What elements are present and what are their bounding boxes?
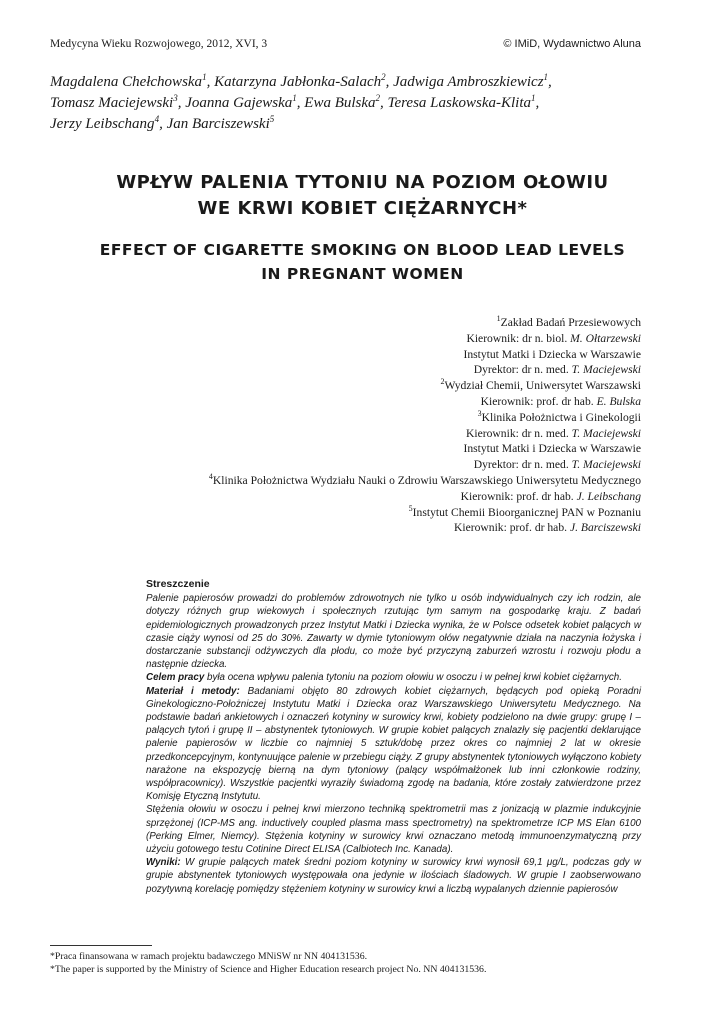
affiliation-person: T. Maciejewski — [571, 363, 641, 377]
author-affiliation-marker: 4 — [154, 114, 160, 124]
title-english-line: EFFECT OF CIGARETTE SMOKING ON BLOOD LEAD LEVELS — [99, 241, 626, 259]
author-separator: , — [206, 74, 215, 90]
affiliation-line — [81, 441, 641, 457]
affiliation-text: Kierownik: dr n. biol. — [466, 331, 571, 345]
author-affiliation-marker: 1 — [543, 72, 549, 82]
methods-label: Materiał i metody: — [146, 685, 240, 697]
author-affiliation-marker: 3 — [173, 93, 178, 103]
author-name: Jerzy Leibschang — [50, 116, 155, 132]
author-name: Jan Barciszewski — [166, 116, 270, 132]
affiliation-line — [81, 520, 641, 536]
author-separator: , — [548, 74, 552, 90]
affiliation-marker: 3 — [477, 408, 482, 418]
affiliation-text: Instytut Chemii Bioorganicznej PAN w Poznaniu — [412, 505, 641, 519]
abstract-heading: Streszczenie — [146, 578, 210, 590]
footnotes — [50, 951, 650, 976]
affiliation-person: E. Bulska — [596, 394, 641, 408]
affiliation-text: Klinika Położnictwa i Ginekologii — [481, 410, 641, 424]
results-label: Wyniki: — [146, 857, 181, 869]
abstract — [146, 578, 641, 896]
author-separator: , — [177, 95, 186, 111]
author-name: Jadwiga Ambroszkiewicz — [393, 74, 544, 90]
affiliation-line — [81, 394, 641, 410]
affiliation-line — [81, 457, 641, 473]
author-name: Teresa Laskowska-Klita — [387, 95, 532, 111]
affiliation-marker: 5 — [408, 503, 413, 513]
affiliation-marker: 2 — [440, 377, 445, 387]
affiliation-text: Kierownik: prof. dr hab. — [460, 489, 577, 503]
author-affiliation-marker: 1 — [531, 93, 536, 103]
journal-citation: Medycyna Wieku Rozwojowego, 2012, XVI, 3 — [50, 38, 268, 50]
affiliation-person: M. Ołtarzewski — [570, 331, 641, 345]
author-separator: , — [159, 116, 167, 132]
affiliation-text: Instytut Matki i Dziecka w Warszawie — [463, 347, 641, 361]
abstract-results — [146, 856, 641, 896]
affiliation-text: Kierownik: prof. dr hab. — [480, 394, 597, 408]
affiliation-text: Instytut Matki i Dziecka w Warszawie — [463, 442, 641, 456]
affiliation-line — [81, 426, 641, 442]
affiliation-text: Wydział Chemii, Uniwersytet Warszawski — [444, 379, 641, 393]
affiliation-line — [81, 315, 641, 331]
author-separator: , — [385, 74, 394, 90]
abstract-intro: Palenie papierosów prowadzi do problemów zdrowotnych nie tylko u osób indywidualnych czy ich rodzin, ale dotyczy różnych grup wiekowych i społecznych rzutując tym samym na gospodarkę kraju. Z badań epidemiologicznych prowadzonych przez Instytut Matki i Dziecka wynika, że w Polsce odsetek kobiet palących w czasie ciąży wynosi od 25 do 30%. Zawarty w dymie tytoniowym ołów negatywnie działa na naczynia łożyska i dostarczanie substancji odżywczych dla płodu, co może być przyczyną zaburzeń wzrostu i rozwoju płodu a następnie dziecka. — [146, 593, 641, 671]
title-english-line: IN PREGNANT WOMEN — [261, 265, 464, 283]
affiliation-person: T. Maciejewski — [571, 458, 641, 472]
affiliation-line — [81, 347, 641, 363]
affiliation-line — [81, 473, 641, 489]
methods-text: Badaniami objęto 80 zdrowych kobiet ciężarnych, będących pod opieką Poradni Ginekologiczno-Położniczej Instytutu Matki i Dziecka oraz Warszawskiego Uniwersytetu Medycznego. Na podstawie badań ankietowych i oznaczeń kotyniny w surowicy krwi, kobiety podzielono na dwie grupy: grupę I – palących tytoń i grupę II – abstynentek tytoniowych. W grupie kobiet palących znalazły się pacjentki deklarujące palenie papierosów w liczbie co najmniej 5 sztuk/dobę przez okres co najmniej 2 lat w okresie przedkoncepcyjnym, kontynuujące palenie w przebiegu ciąży. Z grupy abstynentek tytoniowych wyłączono kobiety narażone na ekspozycję bierną na dym tytoniowy (palący współmałżonek lub inni członkowie rodziny, współpracownicy). Wszystkie pacjentki wyraziły świadomą zgodę na badania, które zostały zatwierdzone przez Komisję Etyczną Instytutu. — [146, 685, 641, 803]
affiliation-text: Zakład Badań Przesiewowych — [500, 316, 641, 329]
affiliation-line — [81, 505, 641, 521]
affiliation-person: T. Maciejewski — [571, 426, 641, 440]
author-name: Magdalena Chełchowska — [50, 74, 203, 90]
author-affiliation-marker: 2 — [375, 93, 381, 103]
footnote-divider — [50, 945, 152, 946]
abstract-methods — [146, 685, 641, 804]
title-english — [0, 238, 725, 286]
abstract-methods-2: Stężenia ołowiu w osoczu i pełnej krwi mierzono techniką spektrometrii mas z jonizacją w plazmie indukcyjnie sprzężonej (ICP-MS ang. inductively coupled plasma mass spectrometry) na spektrometrze ICP MS Elan 6100 (Perking Elmer, Niemcy). Stężenia kotyniny w surowicy krwi oznaczano metodą immunoenzymatyczną przy użyciu gotowego testu Cotinine Direct ELISA (Calbiotech Inc. Kanada). — [146, 804, 641, 856]
author-name: Ewa Bulska — [304, 95, 376, 111]
author-affiliation-marker: 1 — [202, 72, 207, 82]
author-list — [50, 72, 650, 135]
affiliation-line — [81, 378, 641, 394]
copyright-notice: © IMiD, Wydawnictwo Aluna — [503, 38, 641, 50]
affiliation-person: J. Barciszewski — [569, 521, 641, 535]
abstract-aim — [146, 671, 641, 684]
author-name: Katarzyna Jabłonka-Salach — [214, 74, 382, 90]
affiliation-marker: 4 — [208, 472, 213, 482]
affiliation-text: Kierownik: dr n. med. — [466, 426, 572, 440]
author-separator: , — [535, 95, 540, 111]
author-separator: , — [380, 95, 388, 111]
affiliation-line — [81, 362, 641, 378]
author-name: Tomasz Maciejewski — [50, 95, 174, 111]
affiliations — [81, 315, 641, 536]
author-affiliation-marker: 1 — [292, 93, 297, 103]
footnote-english: *The paper is supported by the Ministry of Science and Higher Education research project No. NN 404131536. — [50, 963, 487, 975]
affiliation-text: Dyrektor: dr n. med. — [473, 363, 572, 377]
affiliation-line — [81, 410, 641, 426]
author-affiliation-marker: 2 — [381, 72, 386, 82]
results-text: W grupie palących matek średni poziom kotyniny w surowicy krwi wynosił 69,1 μg/L, podczas gdy w grupie abstynentek tytoniowych występowała ona jedynie w ilościach śladowych. W grupie I zaobserwowano pozytywną korelację pomiędzy stężeniem kotyniny w surowicy krwi a liczbą wypalanych dziennie papierosów — [146, 857, 641, 895]
affiliation-line — [81, 489, 641, 505]
aim-text: była ocena wpływu palenia tytoniu na poziom ołowiu w osoczu i w pełnej krwi kobiet ciężarnych. — [204, 672, 622, 684]
affiliation-text: Klinika Położnictwa Wydziału Nauki o Zdrowiu Warszawskiego Uniwersytetu Medycznego — [212, 473, 641, 487]
author-affiliation-marker: 5 — [269, 114, 275, 124]
aim-label: Celem pracy — [146, 672, 205, 684]
affiliation-person: J. Leibschang — [576, 489, 641, 503]
title-polish — [0, 170, 725, 222]
affiliation-marker: 1 — [496, 314, 501, 324]
affiliation-line — [81, 331, 641, 347]
affiliation-text: Kierownik: prof. dr hab. — [454, 521, 570, 535]
affiliation-text: Dyrektor: dr n. med. — [473, 458, 572, 472]
author-separator: , — [296, 95, 305, 111]
title-polish-line: WPŁYW PALENIA TYTONIU NA POZIOM OŁOWIU — [116, 172, 609, 193]
title-polish-line: WE KRWI KOBIET CIĘŻARNYCH* — [197, 198, 528, 219]
footnote-polish: *Praca finansowana w ramach projektu badawczego MNiSW nr NN 404131536. — [50, 951, 368, 962]
author-name: Joanna Gajewska — [185, 95, 293, 111]
